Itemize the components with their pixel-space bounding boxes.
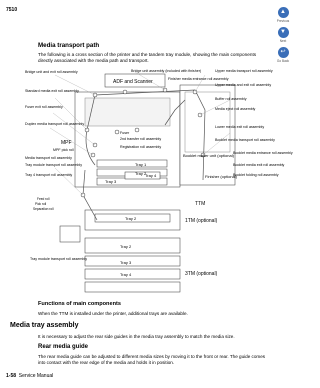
media-tray-title: Media tray assembly: [10, 322, 79, 329]
section-intro: The following is a cross section of the printer and the tandem tray module, showing the main components directly associated with the media path and transport.: [38, 52, 257, 64]
standard-media-label: Standard media exit roll assembly: [25, 89, 79, 93]
duplex-label: Duplex media transport roll assembly: [25, 122, 85, 126]
tray4-transport-label: Tray 4 transport roll assembly: [25, 173, 73, 177]
three-tm-label: 3TM (optional): [185, 271, 218, 277]
buffer-label: Buffer roll assembly: [215, 97, 247, 101]
rear-guide-text: The rear media guide can be adjusted to different media sizes by moving it to the front or rear. The guide comes into contact with the rear edge of the media and holds it in position.: [38, 354, 266, 365]
svg-text:Lower media exit roll assembly: [215, 125, 264, 129]
manual-title: Service Manual: [18, 373, 54, 379]
svg-text:2nd transfer roll assembly: [120, 137, 161, 141]
svg-text:Tray 3: [120, 260, 132, 265]
finisher-label: Finisher (optional): [205, 174, 238, 179]
media-eject-label: Media eject roll assembly: [215, 107, 256, 111]
svg-text:Separation roll: [33, 207, 54, 211]
svg-text:Tray 4 transport roll assembly: [25, 173, 72, 177]
svg-text:Standard media exit roll assem: [25, 89, 79, 93]
svg-text:Media eject roll assembly: [215, 107, 256, 111]
booklet-entrance-label: Booklet media entrance roll assembly: [233, 151, 293, 155]
media-transport-label: Media transport roll assembly: [25, 156, 72, 160]
rear-guide-title: Rear media guide: [38, 344, 89, 350]
previous-icon[interactable]: ▲: [278, 7, 289, 18]
svg-text:Tray 2: [125, 216, 137, 221]
go-back-icon[interactable]: ↩: [278, 47, 289, 58]
ttm-label: TTM: [195, 201, 206, 207]
tray-module-transport-label: Tray module transport roll assembly: [25, 163, 82, 167]
tray4-label: Tray 4: [145, 173, 157, 178]
section-title: Media transport path: [38, 42, 100, 49]
svg-text:Finisher media entrance roll a: [168, 77, 229, 81]
model-number: 7510: [6, 7, 18, 13]
svg-text:Fuser: [120, 131, 130, 135]
three-tray4-label: Tray 4: [120, 272, 132, 277]
svg-text:Feed roll: [37, 197, 50, 201]
svg-text:Tray 4: [145, 173, 157, 178]
svg-text:Bridge unit and exit roll asse: [25, 70, 78, 74]
svg-text:Media transport roll assembly: [25, 156, 72, 160]
svg-text:Tray 3: [105, 179, 117, 184]
go-back-label[interactable]: Go Back: [276, 59, 290, 63]
three-tray2-label: Tray 2: [120, 244, 132, 249]
one-tm-label: 1TM (optional): [185, 218, 218, 224]
bridge-unit-label: Bridge unit and exit roll assembly: [25, 70, 78, 74]
svg-text:MPF: [61, 140, 72, 146]
bridge-unit-paper-label: Bridge unit assembly (included with finisher): [131, 69, 202, 73]
svg-text:Tray 4: [120, 272, 132, 277]
svg-text:Booklet folding roll assembly: [233, 173, 279, 177]
svg-text:Upper media and exit roll asse: [215, 83, 271, 87]
ttm-tray2-label: Tray 2: [125, 216, 137, 221]
svg-text:1TM (optional): [185, 218, 218, 224]
svg-text:Tray 2: [120, 244, 132, 249]
functions-title: Functions of main components: [38, 301, 121, 307]
mpf-label: MPF: [61, 140, 72, 146]
booklet-folding-label: Booklet folding roll assembly: [233, 173, 279, 177]
tray-module-transport-b-label: Tray module transport roll assembly: [30, 257, 87, 261]
tray3-label: Tray 3: [105, 179, 117, 184]
next-label[interactable]: Next: [279, 39, 287, 43]
upper-media-exit-label: Upper media and exit roll assembly: [215, 83, 272, 87]
svg-text:Tray module transport roll ass: [25, 163, 82, 167]
separation-roll-label: Separation roll: [33, 207, 54, 211]
svg-text:3TM (optional): [185, 271, 218, 277]
three-tray3-label: Tray 3: [120, 260, 132, 265]
svg-text:Upper media transport roll ass: [215, 69, 273, 73]
svg-text:ADF and Scanner: [113, 79, 153, 85]
svg-text:Registration roll assembly: [120, 145, 161, 149]
svg-text:Tray module transport roll ass: [30, 257, 87, 261]
tray2-label: Tray 2: [135, 171, 147, 176]
media-path-diagram: [25, 69, 293, 300]
pick-roll-label: Pick roll: [35, 202, 47, 206]
transfer-roll-label: 2nd transfer roll assembly: [120, 137, 162, 141]
media-tray-text: It is necessary to adjust the rear side guides in the media tray assembly to match the media size.: [38, 334, 235, 339]
booklet-maker-label: Booklet maker unit (optional): [183, 153, 234, 158]
registration-label: Registration roll assembly: [120, 145, 162, 149]
next-icon[interactable]: ▼: [278, 27, 289, 38]
mpf-pick-label: MPF pick roll: [53, 148, 74, 152]
page-number: 1-58: [6, 373, 17, 379]
fuser-label: Fuser: [120, 131, 130, 135]
svg-text:Booklet media transport roll a: [215, 138, 275, 142]
svg-text:Booklet media entrance roll as: [233, 151, 293, 155]
svg-text:Booklet maker unit (optional): [183, 153, 235, 158]
svg-text:TTM: [195, 201, 205, 207]
svg-text:Fuser exit roll assembly: [25, 105, 63, 109]
svg-text:Booklet media exit roll assemb: [233, 163, 285, 167]
lower-media-label: Lower media exit roll assembly: [215, 125, 265, 129]
svg-text:Buffer roll assembly: [215, 97, 247, 101]
tray1-label: Tray 1: [135, 162, 147, 167]
nav-panel: [269, 7, 297, 67]
finisher-entrance-label: Finisher media entrance roll assembly: [168, 77, 229, 81]
adf-label: ADF and Scanner: [113, 79, 153, 85]
previous-label[interactable]: Previous: [276, 19, 290, 23]
svg-text:MPF pick roll: [53, 148, 74, 152]
svg-text:Duplex media transport roll as: [25, 122, 84, 126]
page-footer: [6, 373, 53, 379]
booklet-exit-label: Booklet media exit roll assembly: [233, 163, 285, 167]
fuser-exit-label: Fuser exit roll assembly: [25, 105, 63, 109]
booklet-transport-label: Booklet media transport roll assembly: [215, 138, 275, 142]
svg-text:Pick roll: [35, 202, 46, 206]
functions-text: When the TTM is installed under the printer, additional trays are available.: [38, 311, 188, 316]
svg-text:Bridge unit assembly (included: [131, 69, 201, 73]
svg-text:Tray 1: [135, 162, 147, 167]
feed-roll-label: Feed roll: [37, 197, 50, 201]
upper-media-label: Upper media transport roll assembly: [215, 69, 273, 73]
